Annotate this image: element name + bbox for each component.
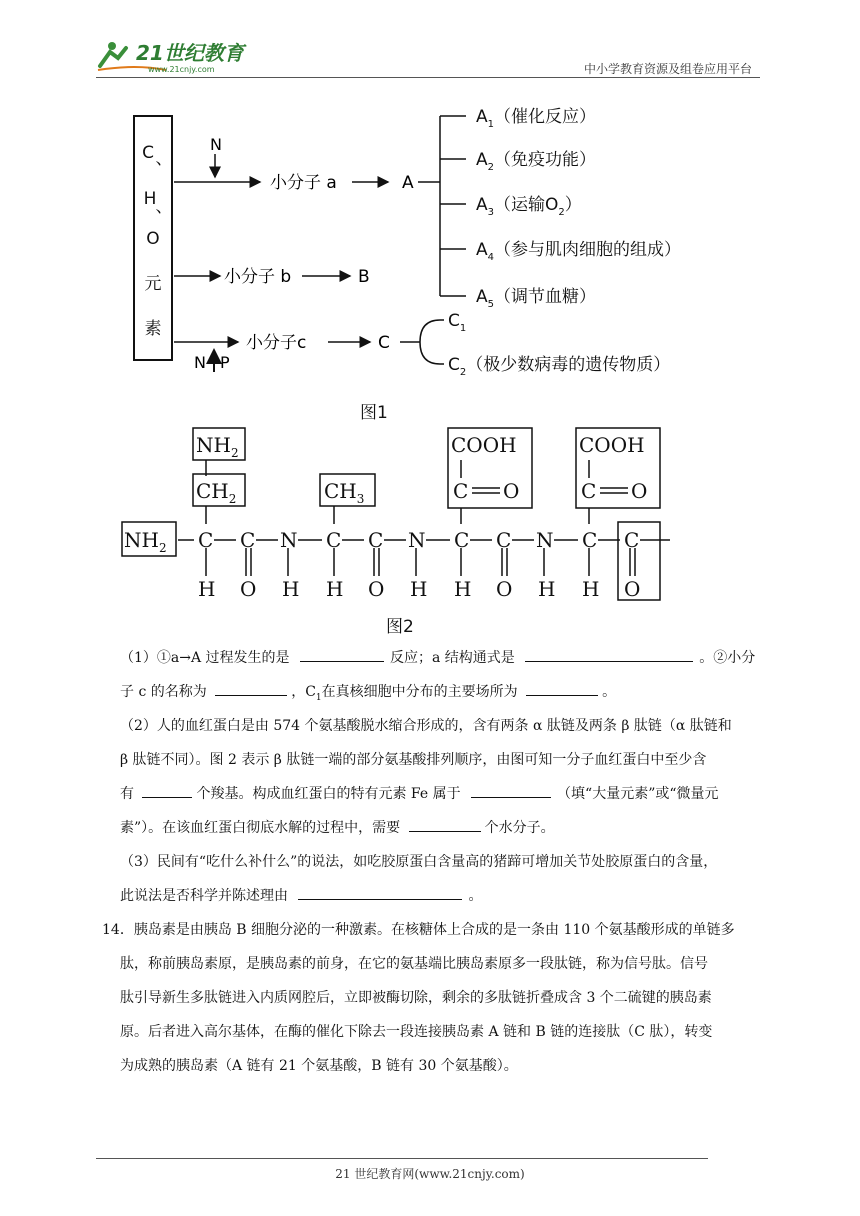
footer-divider xyxy=(96,1158,708,1159)
nh2-left: $NH_2$ xyxy=(124,528,167,555)
chain-h: H xyxy=(282,577,300,601)
carbonyl-o: O xyxy=(503,479,520,503)
chain-h: H xyxy=(410,577,428,601)
question-text: 14．胰岛素是由胰岛 B 细胞分泌的一种激素。在核糖体上合成的是一条由 110 个氨基酸形成的单链多 xyxy=(102,922,735,938)
question-text: 此说法是否科学并陈述理由 xyxy=(120,888,288,904)
chain-h: H xyxy=(582,577,600,601)
question-part-1 xyxy=(120,641,770,715)
site-logo xyxy=(96,36,256,74)
a-item: $A_4$（参与肌肉细胞的组成） xyxy=(476,240,682,263)
footer-text: 21 世纪教育网(www.21cnjy.com) xyxy=(335,1167,525,1181)
chain-c: C xyxy=(326,528,342,552)
chain-c: C xyxy=(582,528,598,552)
question-text: 个羧基。构成血红蛋白的特有元素 Fe 属于 xyxy=(196,786,461,802)
answer-blank[interactable] xyxy=(409,817,481,832)
ch2: $CH_2$ xyxy=(196,479,237,506)
chain-h: H xyxy=(198,577,216,601)
chain-c: C xyxy=(624,528,640,552)
cooh-2: COOH xyxy=(579,433,645,457)
question-text: 素”）。在该血红蛋白彻底水解的过程中，需要 xyxy=(120,820,401,836)
a-item: $A_1$（催化反应） xyxy=(476,107,597,130)
question-text: （填“大量元素”或“微量元 xyxy=(557,786,719,802)
a-item: $A_5$（调节血糖） xyxy=(476,287,597,310)
macromolecule-b: B xyxy=(358,267,370,287)
question-text: 为成熟的胰岛素（A 链有 21 个氨基酸，B 链有 30 个氨基酸）。 xyxy=(120,1058,518,1074)
logo-text: 21世纪教育 xyxy=(136,41,244,65)
chain-o: O xyxy=(368,577,385,601)
question-text: 。 xyxy=(468,888,483,904)
figure-1-caption: 图1 xyxy=(360,403,388,423)
question-text: （2）人的血红蛋白是由 574 个氨基酸脱水缩合形成的，含有两条 α 肽链及两条 β 肽链（α 肽链和 xyxy=(120,718,732,734)
ch3: $CH_3$ xyxy=(324,479,365,506)
carbonyl-c: C xyxy=(453,479,469,503)
question-text: 个水分子。 xyxy=(484,820,555,836)
question-14 xyxy=(102,913,770,1083)
answer-blank[interactable] xyxy=(525,647,693,662)
chain-c: C xyxy=(454,528,470,552)
chain-c: C xyxy=(496,528,512,552)
question-part-3 xyxy=(120,845,770,913)
box-char: C xyxy=(142,143,154,163)
answer-blank[interactable] xyxy=(142,783,192,798)
answer-blank[interactable] xyxy=(526,681,598,696)
n-label: N xyxy=(210,135,222,154)
logo-url: www.21cnjy.com xyxy=(148,65,215,74)
question-text: （3）民间有“吃什么补什么”的说法，如吃胶原蛋白含量高的猪蹄可增加关节处胶原蛋白的含量， xyxy=(120,854,718,870)
chain-c: C xyxy=(198,528,214,552)
answer-blank[interactable] xyxy=(298,885,462,900)
page-header xyxy=(96,34,760,78)
small-molecule-b: 小分子 b xyxy=(224,267,292,287)
chain-o: O xyxy=(496,577,513,601)
a-item: $A_3$（运输$O_2$） xyxy=(476,195,582,218)
box-char: 元 xyxy=(144,274,162,294)
carbonyl-c: C xyxy=(581,479,597,503)
chain-n: N xyxy=(408,528,426,552)
question-text: 有 xyxy=(120,786,134,802)
question-text: β 肽链不同）。图 2 表示 β 肽链一端的部分氨基酸排列顺序，由图可知一分子血红蛋白中至少含 xyxy=(120,752,707,768)
small-molecule-c: 小分子c xyxy=(246,333,307,353)
question-text: 原。后者进入高尔基体，在酶的催化下除去一段连接胰岛素 A 链和 B 链的连接肽（C 肽），转变 xyxy=(120,1024,713,1040)
chain-o: O xyxy=(240,577,257,601)
box-char: 、 xyxy=(155,197,173,217)
small-molecule-a: 小分子 a xyxy=(270,173,337,193)
chain-n: N xyxy=(280,528,298,552)
question-text: 肽，称前胰岛素原，是胰岛素的前身，在它的氨基端比胰岛素原多一段肽链，称为信号肽。信号 xyxy=(120,956,708,972)
question-text: （1）①a→A 过程发生的是 xyxy=(120,650,290,666)
figure-2-caption: 图2 xyxy=(386,617,414,637)
box-char: 、 xyxy=(155,149,173,169)
n-label-c: N xyxy=(194,353,206,372)
answer-blank[interactable] xyxy=(300,647,384,662)
box-char: H xyxy=(143,189,157,209)
carbonyl-o: O xyxy=(631,479,648,503)
a-item: $A_2$（免疫功能） xyxy=(476,150,597,173)
question-text: 子 c 的名称为 xyxy=(120,684,207,700)
question-text: 。 xyxy=(602,684,617,700)
figure-2 xyxy=(110,424,680,610)
macromolecule-a: A xyxy=(402,173,414,193)
answer-blank[interactable] xyxy=(471,783,551,798)
nh2-top: $NH_2$ xyxy=(196,433,239,460)
c-item: $C_2$（极少数病毒的遗传物质） xyxy=(448,355,671,378)
answer-blank[interactable] xyxy=(215,681,287,696)
chain-h: H xyxy=(326,577,344,601)
chain-n: N xyxy=(536,528,554,552)
box-char: O xyxy=(146,229,160,249)
header-platform-text: 中小学教育资源及组卷应用平台 xyxy=(583,62,752,76)
question-text: ，C xyxy=(291,684,316,700)
question-text: 反应；a 结构通式是 xyxy=(390,650,515,666)
box-char: 素 xyxy=(144,319,162,339)
question-part-2 xyxy=(120,709,770,845)
question-text: 在真核细胞中分布的主要场所为 xyxy=(321,684,518,700)
subscript: 1 xyxy=(315,692,322,703)
chain-c: C xyxy=(240,528,256,552)
p-label-c: P xyxy=(220,353,230,372)
chain-h: H xyxy=(538,577,556,601)
c-item: $C_1$ xyxy=(448,311,467,334)
figure-1 xyxy=(120,92,740,392)
question-text: 肽引导新生多肽链进入内质网腔后，立即被酶切除，剩余的多肽链折叠成含 3 个二硫键的胰岛素 xyxy=(120,990,712,1006)
chain-c: C xyxy=(368,528,384,552)
cooh-1: COOH xyxy=(451,433,517,457)
chain-h: H xyxy=(454,577,472,601)
macromolecule-c: C xyxy=(378,333,390,353)
header-divider xyxy=(96,77,760,78)
chain-o: O xyxy=(624,577,641,601)
question-text: 。②小分 xyxy=(699,650,756,666)
